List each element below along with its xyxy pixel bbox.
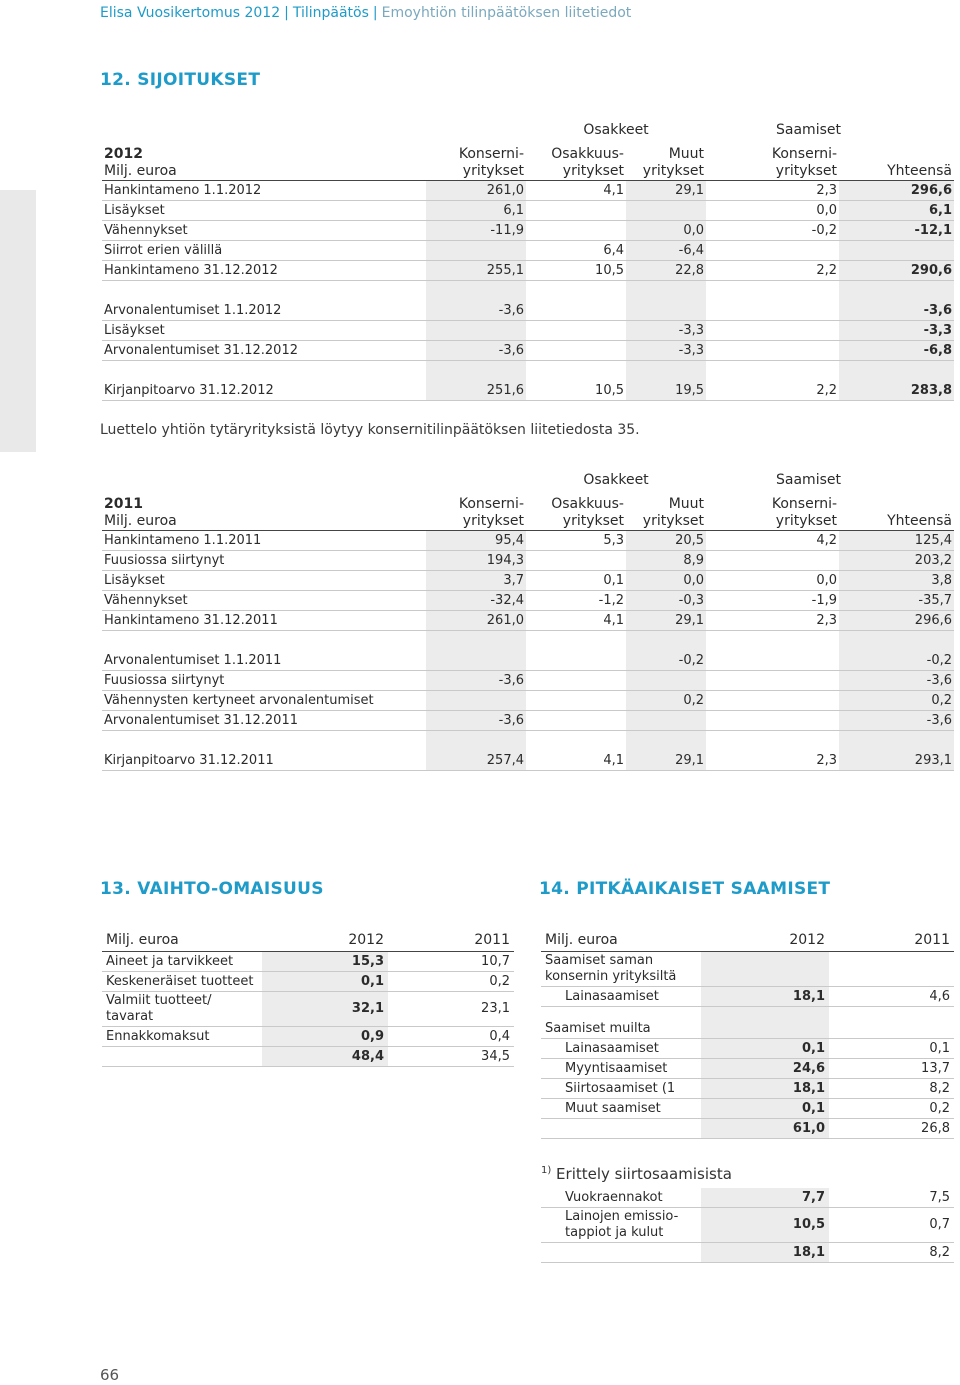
value-cell [426,321,526,341]
value-2011: 0,4 [388,1027,514,1047]
row-label: Hankintameno 1.1.2011 [102,531,426,551]
column-header: Yhteensä [887,513,953,529]
value-cell [426,651,526,671]
spacer-cell [706,281,839,302]
value-2011: 34,5 [388,1047,514,1067]
row-label: Hankintameno 31.12.2012 [102,261,426,281]
value-2012: 32,1 [262,992,388,1027]
value-2012: 10,5 [701,1208,829,1243]
table-row [541,987,954,1007]
spacer-cell [706,631,839,652]
value-cell: 4,1 [526,181,626,201]
value-2011: 23,1 [388,992,514,1027]
value-cell [626,301,706,321]
table-row [102,1047,514,1067]
value-2011: 7,5 [829,1188,954,1208]
value-2011: 0,1 [829,1039,954,1059]
column-header: Muut yritykset [642,496,705,529]
value-cell: -3,3 [626,341,706,361]
value-cell: -3,3 [839,321,954,341]
value-cell: 0,0 [706,201,839,221]
table-row [102,261,954,281]
spacer-cell [102,466,426,494]
row-label: Vähennykset [102,591,426,611]
table-body [102,929,514,1067]
value-cell: -1,9 [706,591,839,611]
breadcrumb-item-current: Emoyhtiön tilinpäätöksen liitetiedot [381,5,632,21]
value-cell: 2,2 [706,381,839,401]
value-cell: 0,2 [839,691,954,711]
spacer-cell [426,631,526,652]
spacer-cell [526,281,626,302]
value-cell: -3,6 [839,711,954,731]
breadcrumb [100,5,631,21]
value-cell [839,241,954,261]
spacer-cell [426,361,526,382]
empty-cell [829,1019,954,1039]
value-cell [426,691,526,711]
section-title-investments: 12. SIJOITUKSET [100,70,261,90]
column-header: Milj. euroa [541,929,701,952]
value-cell [706,691,839,711]
table-row [102,181,954,201]
value-2011: 0,2 [829,1099,954,1119]
value-cell [526,301,626,321]
group-label-row [541,952,954,987]
value-cell: 293,1 [839,751,954,771]
table-row [102,531,954,551]
value-cell: -12,1 [839,221,954,241]
value-cell: 296,6 [839,181,954,201]
spacer-cell [526,731,626,752]
value-cell: 296,6 [839,611,954,631]
value-cell: 8,9 [626,551,706,571]
row-label: Lainasaamiset [541,987,701,1007]
table-row [102,221,954,241]
value-cell: -3,6 [839,671,954,691]
spacer-cell [626,361,706,382]
row-label: Arvonalentumiset 31.12.2011 [102,711,426,731]
row-label: Keskeneräiset tuotteet [102,972,262,992]
group-label-row [541,1019,954,1039]
subsidiary-list-note: Luettelo yhtiön tytäryrityksistä löytyy konsernitilinpäätöksen liitetiedosta 35. [100,422,640,438]
value-cell [526,711,626,731]
value-cell: 4,1 [526,751,626,771]
spacer-cell [426,116,526,144]
value-cell [626,671,706,691]
table-body [541,1188,954,1263]
value-cell [526,551,626,571]
table-row [102,611,954,631]
value-2011: 8,2 [829,1079,954,1099]
table-row [102,711,954,731]
value-cell: 4,1 [526,611,626,631]
value-2012: 0,9 [262,1027,388,1047]
table-row [541,1243,954,1263]
column-header: Konserni- yritykset [458,146,524,179]
investments-table-2012 [102,116,954,401]
value-cell [526,201,626,221]
value-cell [706,341,839,361]
table-row [541,1059,954,1079]
spacer-cell [839,361,954,382]
table-row [102,321,954,341]
unit-label: Milj. euroa [104,163,177,179]
table-row [102,691,954,711]
value-cell: 6,4 [526,241,626,261]
row-label: Kirjanpitoarvo 31.12.2012 [102,381,426,401]
value-cell: 125,4 [839,531,954,551]
table-row [541,1099,954,1119]
row-label: Arvonalentumiset 31.12.2012 [102,341,426,361]
value-cell: 257,4 [426,751,526,771]
value-2012: 24,6 [701,1059,829,1079]
spacer-cell [829,1007,954,1020]
value-cell [526,221,626,241]
spacer-row [102,731,954,752]
column-header: 2011 [829,929,954,952]
table-body [541,929,954,1139]
empty-cell [829,952,954,987]
value-cell [526,341,626,361]
table-row [102,671,954,691]
spacer-cell [526,361,626,382]
value-2012: 0,1 [262,972,388,992]
value-cell: -35,7 [839,591,954,611]
row-label: Aineet ja tarvikkeet [102,952,262,972]
row-label: Hankintameno 31.12.2011 [102,611,426,631]
value-2012: 18,1 [701,1243,829,1263]
value-cell: 5,3 [526,531,626,551]
value-cell: 0,1 [526,571,626,591]
value-2011: 0,2 [388,972,514,992]
value-cell: -3,6 [426,301,526,321]
value-cell: 261,0 [426,611,526,631]
spacer-cell [626,281,706,302]
value-cell [706,321,839,341]
value-2011: 26,8 [829,1119,954,1139]
value-cell: 10,5 [526,381,626,401]
value-cell: 0,0 [626,221,706,241]
row-label: Arvonalentumiset 1.1.2011 [102,651,426,671]
value-cell: -0,2 [706,221,839,241]
row-label: Myyntisaamiset [541,1059,701,1079]
inventory-table [102,929,514,1067]
value-2012: 7,7 [701,1188,829,1208]
year-label: 2011 [104,496,143,512]
row-label: Vähennysten kertyneet arvonalentumiset [102,691,426,711]
value-2012: 0,1 [701,1039,829,1059]
spacer-row [102,631,954,652]
value-cell: 10,5 [526,261,626,281]
value-cell: 2,3 [706,751,839,771]
value-cell [526,671,626,691]
value-cell [706,651,839,671]
value-2012: 15,3 [262,952,388,972]
table-body [102,116,954,401]
row-label: Lainojen emissio- tappiot ja kulut [541,1208,701,1243]
row-label: Siirtosaamiset (1 [541,1079,701,1099]
table-row [102,952,514,972]
value-2012: 61,0 [701,1119,829,1139]
value-cell: 20,5 [626,531,706,551]
value-cell [526,321,626,341]
value-cell: -3,6 [426,711,526,731]
spacer-cell [626,631,706,652]
row-label: Arvonalentumiset 1.1.2012 [102,301,426,321]
spacer-row [102,361,954,382]
table-row [102,651,954,671]
spacer-cell [102,631,426,652]
column-header-row [541,929,954,952]
value-cell: 95,4 [426,531,526,551]
value-cell: 3,8 [839,571,954,591]
value-cell: -3,6 [426,671,526,691]
column-header: Konserni- yritykset [458,496,524,529]
table-row [102,591,954,611]
value-cell: 251,6 [426,381,526,401]
value-cell: 4,2 [706,531,839,551]
column-header: Milj. euroa [102,929,262,952]
value-cell: 29,1 [626,181,706,201]
table-row [102,992,514,1027]
group-label: Saamiset saman konsernin yrityksiltä [541,952,701,987]
value-2012: 18,1 [701,987,829,1007]
spacer-cell [626,731,706,752]
spacer-cell [426,466,526,494]
value-cell: 261,0 [426,181,526,201]
table-row [102,241,954,261]
page-number: 66 [100,1366,120,1384]
row-label: Lisäykset [102,321,426,341]
value-cell [706,301,839,321]
value-cell: -0,2 [839,651,954,671]
group-header-receivables: Saamiset [776,472,841,488]
column-header-row [102,494,954,531]
year-unit-header [102,144,426,181]
value-cell: 203,2 [839,551,954,571]
value-cell [426,241,526,261]
value-cell: -3,6 [839,301,954,321]
breadcrumb-item-report[interactable]: Elisa Vuosikertomus 2012 [100,5,281,21]
section-title-inventories: 13. VAIHTO-OMAISUUS [100,879,324,899]
value-cell: -1,2 [526,591,626,611]
value-cell [626,201,706,221]
value-cell: -3,3 [626,321,706,341]
spacer-row [541,1007,954,1020]
table-row [102,201,954,221]
group-label: Saamiset muilta [541,1019,701,1039]
value-cell: 22,8 [626,261,706,281]
row-label [541,1243,701,1263]
column-header: 2012 [701,929,829,952]
row-label: Fuusiossa siirtynyt [102,671,426,691]
group-header-shares: Osakkeet [583,122,649,138]
spacer-cell [839,731,954,752]
footnote-title-text: Erittely siirtosaamisista [556,1165,732,1183]
row-label: Vähennykset [102,221,426,241]
value-cell: 29,1 [626,751,706,771]
value-cell: 2,3 [706,181,839,201]
value-cell: 0,2 [626,691,706,711]
value-2011: 4,6 [829,987,954,1007]
value-cell: 3,7 [426,571,526,591]
table-row [102,381,954,401]
breadcrumb-separator: | [284,5,289,21]
column-header: Muut yritykset [642,146,705,179]
year-label: 2012 [104,146,143,162]
value-cell [626,711,706,731]
column-header: Konserni- yritykset [771,146,838,179]
column-header: Osakkuus- yritykset [551,146,624,179]
table-row [541,1079,954,1099]
spacer-cell [701,1007,829,1020]
spacer-cell [102,281,426,302]
footnote-marker: 1) [541,1165,552,1176]
value-cell: 290,6 [839,261,954,281]
table-row [102,1027,514,1047]
row-label: Ennakkomaksut [102,1027,262,1047]
row-label: Vuokraennakot [541,1188,701,1208]
value-cell: 2,3 [706,611,839,631]
value-cell [706,551,839,571]
value-cell: 255,1 [426,261,526,281]
row-label: Kirjanpitoarvo 31.12.2011 [102,751,426,771]
value-cell: -6,4 [626,241,706,261]
value-cell [706,671,839,691]
row-label: Lainasaamiset [541,1039,701,1059]
value-cell [706,711,839,731]
table-row [102,341,954,361]
spacer-cell [706,361,839,382]
footnote-title [541,1165,732,1183]
value-cell: 283,8 [839,381,954,401]
breadcrumb-item-statements[interactable]: Tilinpäätös [292,5,369,21]
value-2012: 0,1 [701,1099,829,1119]
value-2012: 18,1 [701,1079,829,1099]
value-cell: 0,0 [626,571,706,591]
table-row [541,1039,954,1059]
value-cell: -11,9 [426,221,526,241]
spacer-cell [102,361,426,382]
value-cell: -0,3 [626,591,706,611]
table-row [102,571,954,591]
row-label: Muut saamiset [541,1099,701,1119]
value-cell: 2,2 [706,261,839,281]
column-group-header-row [102,466,954,494]
table-body [102,466,954,771]
spacer-row [102,281,954,302]
column-header-row [102,929,514,952]
unit-label: Milj. euroa [104,513,177,529]
empty-cell [701,1019,829,1039]
row-label: Valmiit tuotteet/ tavarat [102,992,262,1027]
table-row [102,751,954,771]
spacer-cell [526,631,626,652]
value-cell [526,651,626,671]
empty-cell [701,952,829,987]
value-cell [706,241,839,261]
row-label: Siirrot erien välillä [102,241,426,261]
value-cell: 6,1 [839,201,954,221]
year-unit-header [102,494,426,531]
value-2012: 48,4 [262,1047,388,1067]
group-header-receivables: Saamiset [776,122,841,138]
row-label: Hankintameno 1.1.2012 [102,181,426,201]
value-2011: 8,2 [829,1243,954,1263]
spacer-cell [839,281,954,302]
table-row [102,551,954,571]
row-label: Fuusiossa siirtynyt [102,551,426,571]
table-row [102,301,954,321]
table-row [541,1119,954,1139]
row-label: Lisäykset [102,201,426,221]
group-header-shares: Osakkeet [583,472,649,488]
column-header: 2012 [262,929,388,952]
value-2011: 0,7 [829,1208,954,1243]
table-row [541,1188,954,1208]
column-header: Konserni- yritykset [771,496,838,529]
spacer-cell [426,281,526,302]
spacer-cell [426,731,526,752]
spacer-cell [102,116,426,144]
column-header: Yhteensä [887,163,953,179]
value-cell: 0,0 [706,571,839,591]
value-cell: -6,8 [839,341,954,361]
value-cell: -3,6 [426,341,526,361]
breadcrumb-separator: | [372,5,378,21]
value-cell: -32,4 [426,591,526,611]
spacer-cell [839,631,954,652]
value-cell: 6,1 [426,201,526,221]
row-label [541,1119,701,1139]
accrued-income-breakdown-table [541,1188,954,1263]
row-label [102,1047,262,1067]
value-2011: 10,7 [388,952,514,972]
section-title-long-term-receivables: 14. PITKÄAIKAISET SAAMISET [539,879,831,899]
column-header-row [102,144,954,181]
row-label: Lisäykset [102,571,426,591]
value-cell: 19,5 [626,381,706,401]
value-cell: 194,3 [426,551,526,571]
side-tab-bar [0,190,36,452]
spacer-cell [706,731,839,752]
spacer-cell [102,731,426,752]
column-header: 2011 [388,929,514,952]
receivables-table [541,929,954,1139]
value-cell: -0,2 [626,651,706,671]
value-cell: 29,1 [626,611,706,631]
column-group-header-row [102,116,954,144]
spacer-cell [541,1007,701,1020]
table-row [541,1208,954,1243]
investments-table-2011 [102,466,954,771]
table-row [102,972,514,992]
value-2011: 13,7 [829,1059,954,1079]
column-header: Osakkuus- yritykset [551,496,624,529]
value-cell [526,691,626,711]
